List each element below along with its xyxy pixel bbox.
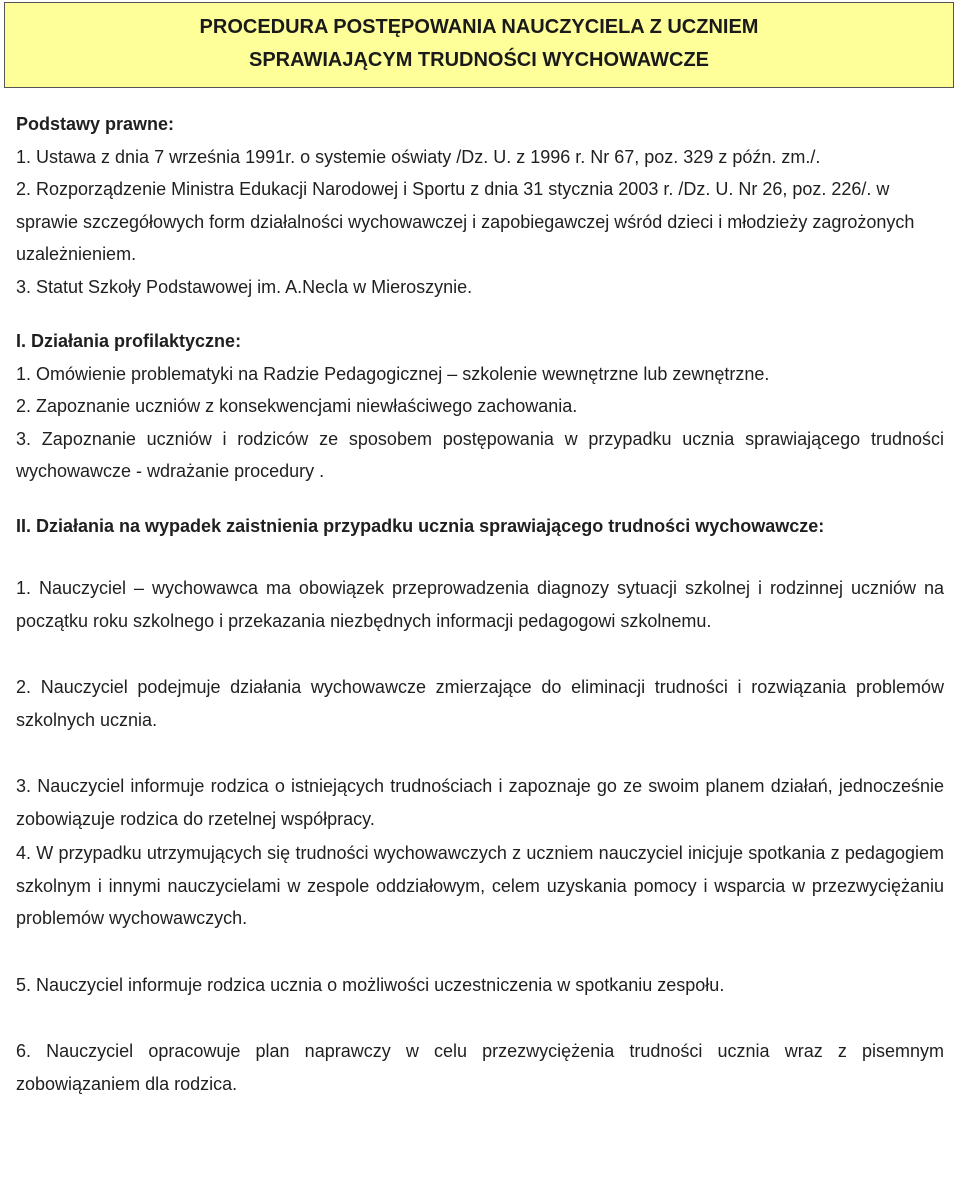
legal-item-1: 1. Ustawa z dnia 7 września 1991r. o systemie oświaty /Dz. U. z 1996 r. Nr 67, poz. 329 z późn. zm./. xyxy=(16,146,821,167)
section-1-item-3: 3. Zapoznanie uczniów i rodziców ze sposobem postępowania w przypadku ucznia sprawiającego trudności wychowawcze - wdrażanie procedury . xyxy=(16,428,944,481)
section-2-item-5: 5. Nauczyciel informuje rodzica ucznia o możliwości uczestniczenia w spotkaniu zespołu. xyxy=(16,974,725,995)
title-line-1: PROCEDURA POSTĘPOWANIA NAUCZYCIELA Z UCZNIEM xyxy=(199,16,759,38)
section-2-heading: II. Działania na wypadek zaistnienia przypadku ucznia sprawiającego trudności wychowawcze: xyxy=(16,515,825,536)
section-2-item-6: 6. Nauczyciel opracowuje plan naprawczy w celu przezwyciężenia trudności ucznia wraz z pisemnym zobowiązaniem dla rodzica. xyxy=(16,1041,944,1094)
title-box xyxy=(4,2,954,88)
title-line-2: SPRAWIAJĄCYM TRUDNOŚCI WYCHOWAWCZE xyxy=(249,49,709,71)
legal-item-2: 2. Rozporządzenie Ministra Edukacji Narodowej i Sportu z dnia 31 stycznia 2003 r. /Dz. U. Nr 26, poz. 226/. w sprawie szczegółowych form działalności wychowawczej i zapobiegawczej wśród dzieci i młodzieży zagrożonych uzależnieniem. xyxy=(16,179,915,264)
section-1-heading: I. Działania profilaktyczne: xyxy=(16,331,242,351)
legal-heading: Podstawy prawne: xyxy=(16,114,175,134)
section-2-item-3: 3. Nauczyciel informuje rodzica o istniejących trudnościach i zapoznaje go ze swoim planem działań, jednocześnie zobowiązuje rodzica do rzetelnej współpracy. xyxy=(16,776,944,829)
section-2-item-1: 1. Nauczyciel – wychowawca ma obowiązek przeprowadzenia diagnozy sytuacji szkolnej i rodzinnej uczniów na początku roku szkolnego i przekazania niezbędnych informacji pedagogowi szkolnemu. xyxy=(16,578,944,631)
legal-item-3: 3. Statut Szkoły Podstawowej im. A.Necla w Mieroszynie. xyxy=(16,276,473,297)
section-2-item-4: 4. W przypadku utrzymujących się trudności wychowawczych z uczniem nauczyciel inicjuje spotkania z pedagogiem szkolnym i innymi nauczycielami w zespole oddziałowym, celem uzyskania pomocy i wsparcia w przezwyciężaniu problemów wychowawczych. xyxy=(16,843,944,928)
section-1-item-1: 1. Omówienie problematyki na Radzie Pedagogicznej – szkolenie wewnętrzne lub zewnętrzne. xyxy=(16,363,770,384)
document-body xyxy=(16,108,944,1100)
section-1-item-2: 2. Zapoznanie uczniów z konsekwencjami niewłaściwego zachowania. xyxy=(16,396,578,416)
section-2-item-2: 2. Nauczyciel podejmuje działania wychowawcze zmierzające do eliminacji trudności i rozwiązania problemów szkolnych ucznia. xyxy=(16,677,944,730)
